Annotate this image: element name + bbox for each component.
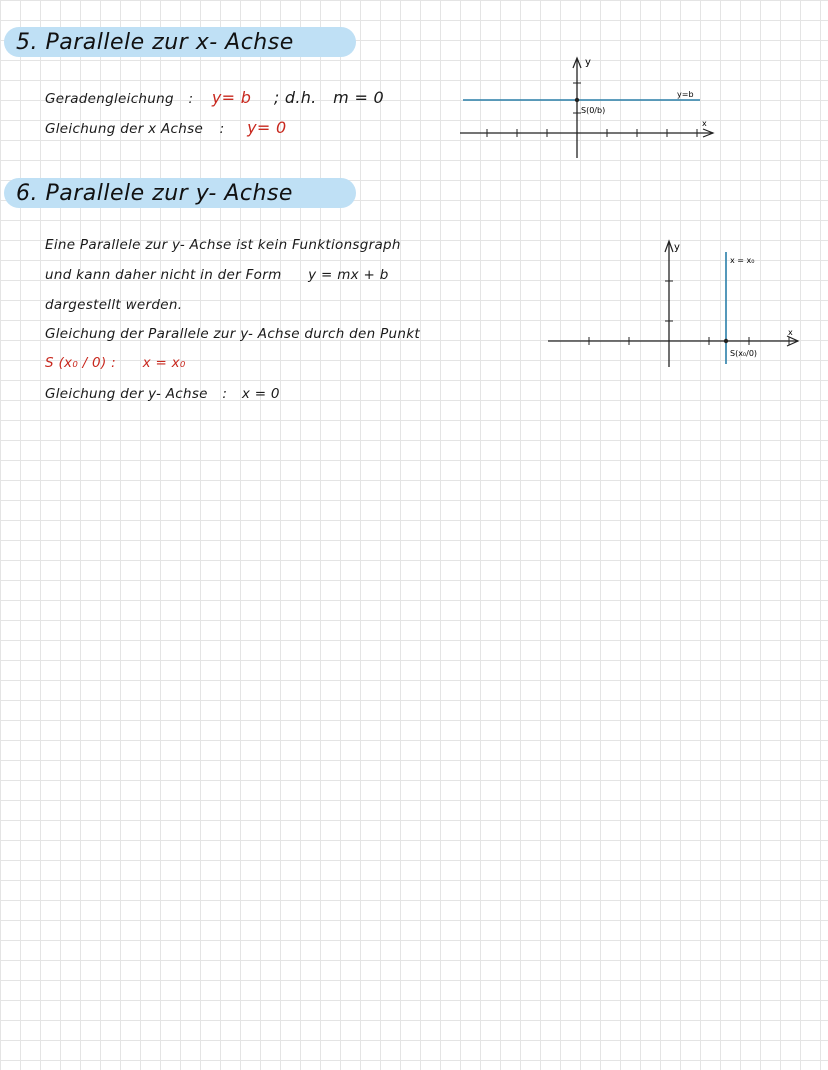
point-s-x0: S (x₀ / 0) : <box>45 355 116 371</box>
graph-5-point <box>575 98 579 102</box>
section-5-heading-text: 5. Parallele zur x- Achse <box>16 29 294 55</box>
graph-6-label-y: y <box>674 242 680 253</box>
geradengleichung-label: Geradengleichung <box>45 91 174 107</box>
graph-parallel-y-axis <box>540 232 810 377</box>
para-2-text: und kann daher nicht in der Form <box>45 267 282 283</box>
section-5-heading <box>4 27 356 57</box>
y-axis-equation-label: Gleichung der y- Achse <box>45 386 208 402</box>
graph-6-label-point: S(x₀/0) <box>730 349 758 358</box>
equation-y-b: y= b <box>211 88 252 107</box>
graph-6-label-x: x <box>788 328 793 337</box>
section-6-para-4: Gleichung der Parallele zur y- Achse durch den Punkt <box>45 326 420 342</box>
section-6-point-line <box>45 355 186 371</box>
equation-y-mx-b: y = mx + b <box>308 267 389 283</box>
graph-5-label-y: y <box>585 57 591 68</box>
graph-5-label-point: S(0/b) <box>581 106 606 115</box>
separator: : <box>219 121 225 137</box>
graph-5-label-x: x <box>702 119 707 128</box>
note-dh: ; d.h. <box>273 88 317 107</box>
section-6-axis-line <box>45 386 280 402</box>
section-6-para-1: Eine Parallele zur y- Achse ist kein Funktionsgraph <box>45 237 401 253</box>
graph-parallel-x-axis <box>455 48 725 168</box>
section-5-line-2 <box>45 118 286 137</box>
section-6-heading <box>4 178 356 208</box>
equation-y-0: y= 0 <box>247 118 287 137</box>
section-6-para-2 <box>45 267 389 283</box>
equation-x-x0: x = x₀ <box>142 355 186 371</box>
graph-6-point <box>724 339 728 343</box>
slope-m-0: m = 0 <box>333 88 385 107</box>
equation-x-0: x = 0 <box>241 386 280 402</box>
section-5-line-1 <box>45 88 384 107</box>
section-6-para-3: dargestellt werden. <box>45 297 183 313</box>
separator: : <box>188 91 194 107</box>
graph-5-label-line: y=b <box>677 90 694 99</box>
separator: : <box>222 386 228 402</box>
graph-6-label-line: x = x₀ <box>730 256 755 265</box>
x-axis-equation-label: Gleichung der x Achse <box>45 121 204 137</box>
section-6-heading-text: 6. Parallele zur y- Achse <box>16 180 293 206</box>
